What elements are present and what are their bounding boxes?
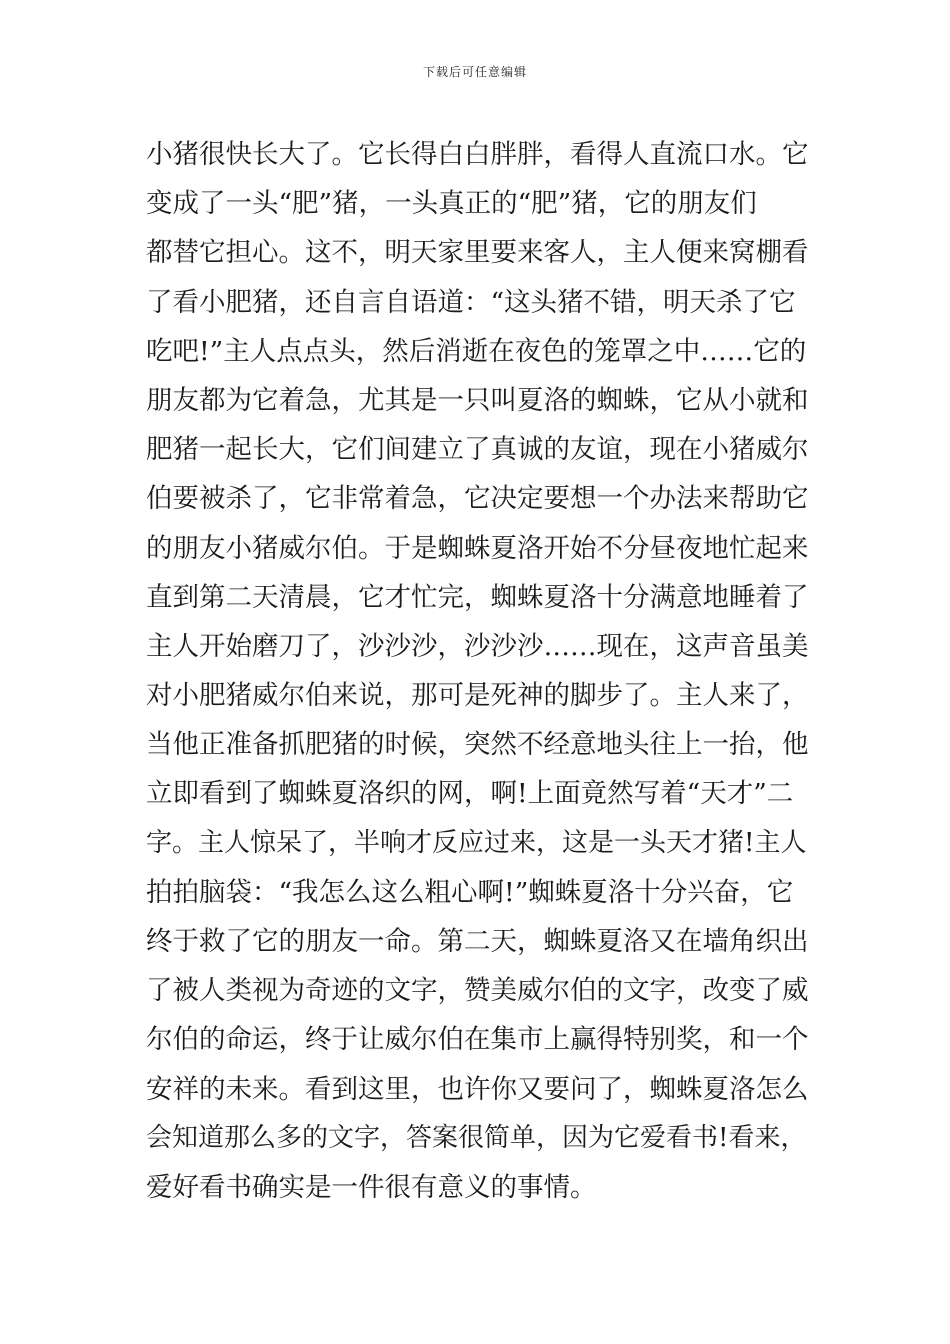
text-line: 吃吧!”主人点点头，然后消逝在夜色的笼罩之中……它的 xyxy=(146,335,807,367)
text-line: 伯要被杀了，它非常着急，它决定要想一个办法来帮助它 xyxy=(146,483,809,515)
text-line: 肥猪一起长大，它们间建立了真诚的友谊，现在小猪威尔 xyxy=(146,434,809,466)
text-line: 安祥的未来。看到这里，也许你又要问了，蜘蛛夏洛怎么 xyxy=(146,1073,809,1105)
text-line: 的朋友小猪威尔伯。于是蜘蛛夏洛开始不分昼夜地忙起来 xyxy=(146,532,809,564)
text-line: 变成了一头“肥”猪，一头真正的“肥”猪，它的朋友们 xyxy=(146,188,757,220)
text-line: 都替它担心。这不，明天家里要来客人，主人便来窝棚看 xyxy=(146,237,809,269)
text-line: 立即看到了蜘蛛夏洛织的网，啊!上面竟然写着“天才”二 xyxy=(146,778,794,810)
text-line: 尔伯的命运，终于让威尔伯在集市上赢得特别奖，和一个 xyxy=(146,1024,809,1056)
text-line: 会知道那么多的文字，答案很简单，因为它爱看书!看来， xyxy=(146,1122,807,1153)
text-line: 爱好看书确实是一件很有意义的事情。 xyxy=(146,1171,597,1203)
text-line: 拍拍脑袋：“我怎么这么粗心啊!”蜘蛛夏洛十分兴奋，它 xyxy=(146,876,794,908)
text-line: 了看小肥猪，还自言自语道：“这头猪不错，明天杀了它 xyxy=(146,286,796,318)
text-line: 当他正准备抓肥猪的时候，突然不经意地头往上一抬，他 xyxy=(146,729,809,761)
body-paragraph xyxy=(146,130,816,1212)
text-line: 朋友都为它着急，尤其是一只叫夏洛的蜘蛛，它从小就和 xyxy=(146,384,809,416)
text-line: 直到第二天清晨，它才忙完，蜘蛛夏洛十分满意地睡着了 xyxy=(146,581,809,613)
text-line: 字。主人惊呆了，半响才反应过来，这是一头天才猪!主人 xyxy=(146,827,807,858)
text-line: 小猪很快长大了。它长得白白胖胖，看得人直流口水。它 xyxy=(146,139,809,170)
text-line: 终于救了它的朋友一命。第二天，蜘蛛夏洛又在墙角织出 xyxy=(146,926,809,957)
text-line: 了被人类视为奇迹的文字，赞美威尔伯的文字，改变了威 xyxy=(146,975,809,1007)
text-line: 对小肥猪威尔伯来说，那可是死神的脚步了。主人来了， xyxy=(146,680,809,712)
page-header: 下载后可任意编辑 xyxy=(422,65,527,79)
text-line: 主人开始磨刀了，沙沙沙，沙沙沙……现在，这声音虽美 xyxy=(146,630,809,662)
